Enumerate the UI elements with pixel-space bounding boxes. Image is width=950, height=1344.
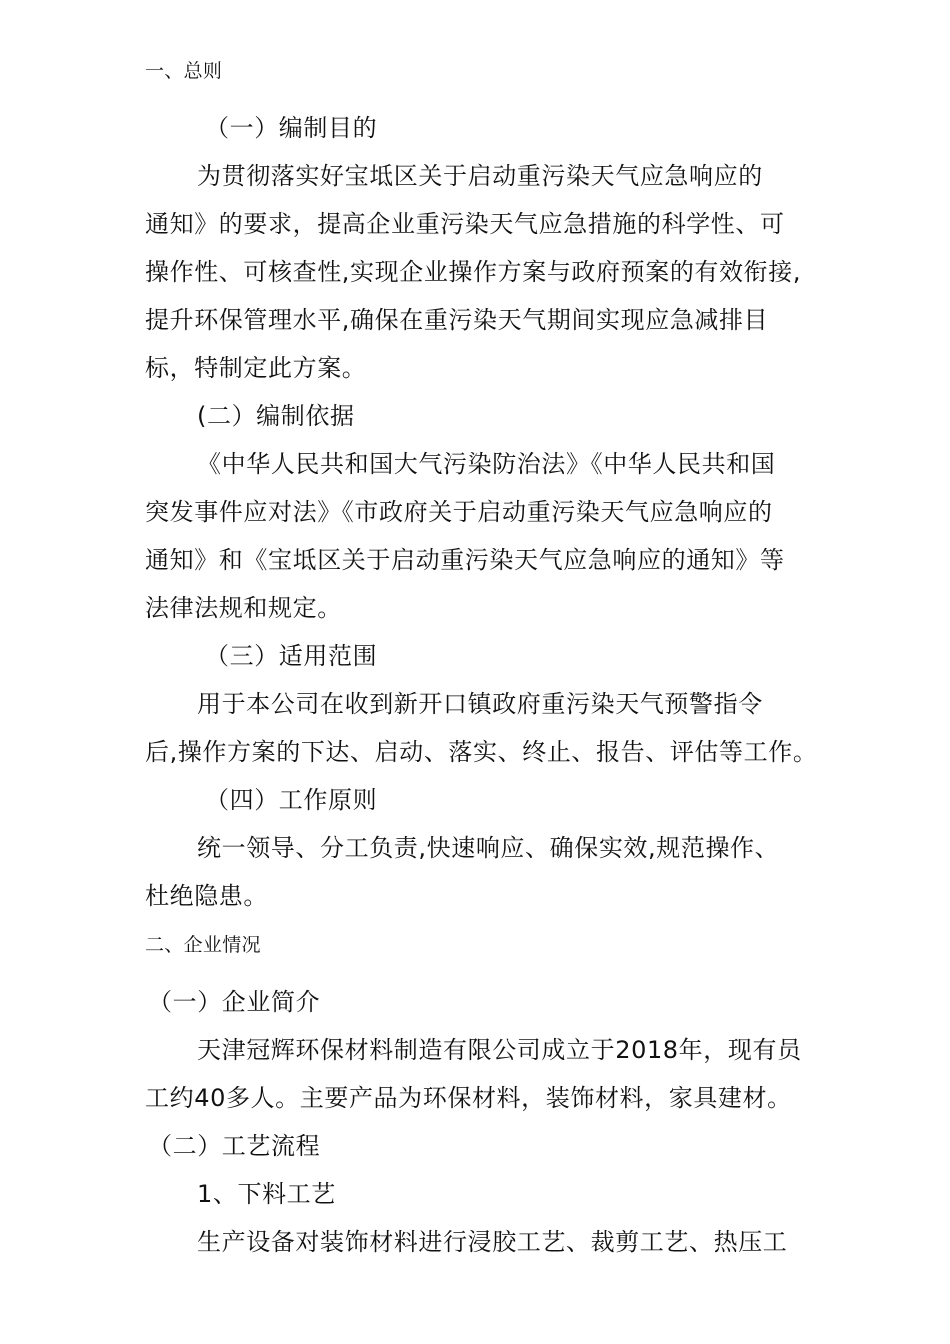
paragraph-line: 天津冠辉环保材料制造有限公司成立于2018年，现有员: [197, 1036, 802, 1064]
paragraph-line: 用于本公司在收到新开口镇政府重污染天气预警指令: [197, 690, 763, 718]
section-scope-title: （三）适用范围: [205, 642, 378, 670]
heading-company: 二、企业情况: [145, 934, 261, 956]
paragraph-line: 标，特制定此方案。: [145, 354, 367, 382]
subsection-cutting-title: 1、下料工艺: [197, 1180, 336, 1208]
section-basis-title: (二）编制依据: [197, 402, 355, 430]
paragraph-line: 通知》的要求，提高企业重污染天气应急措施的科学性、可: [145, 210, 785, 238]
paragraph-line: 生产设备对装饰材料进行浸胶工艺、裁剪工艺、热压工: [197, 1228, 788, 1256]
paragraph-line: 杜绝隐患。: [145, 882, 268, 910]
section-principles-title: （四）工作原则: [205, 786, 378, 814]
paragraph-line: 提升环保管理水平,确保在重污染天气期间实现应急减排目: [145, 306, 769, 334]
section-process-title: （二）工艺流程: [148, 1132, 321, 1160]
section-purpose-title: （一）编制目的: [205, 114, 378, 142]
paragraph-line: 为贯彻落实好宝坻区关于启动重污染天气应急响应的: [197, 162, 763, 190]
heading-general: 一、总则: [145, 60, 223, 82]
paragraph-line: 突发事件应对法》《市政府关于启动重污染天气应急响应的: [145, 498, 773, 526]
paragraph-line: 后,操作方案的下达、启动、落实、终止、报告、评估等工作。: [145, 738, 818, 766]
paragraph-line: 《中华人民共和国大气污染防治法》《中华人民共和国: [197, 450, 776, 478]
paragraph-line: 通知》和《宝坻区关于启动重污染天气应急响应的通知》等: [145, 546, 785, 574]
section-intro-title: （一）企业简介: [148, 988, 321, 1016]
paragraph-line: 法律法规和规定。: [145, 594, 342, 622]
paragraph-line: 操作性、可核查性,实现企业操作方案与政府预案的有效衔接,: [145, 258, 802, 286]
paragraph-line: 工约40多人。主要产品为环保材料，装饰材料，家具建材。: [145, 1084, 792, 1112]
paragraph-line: 统一领导、分工负责,快速响应、确保实效,规范操作、: [197, 834, 780, 862]
